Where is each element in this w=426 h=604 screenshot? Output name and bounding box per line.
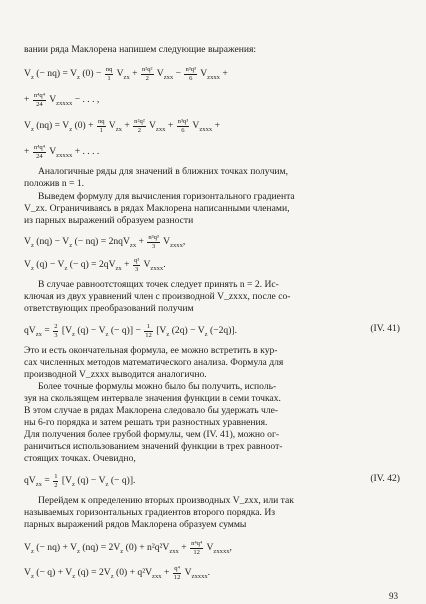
- fraction-denominator: 3: [151, 242, 156, 250]
- fraction: [173, 565, 182, 581]
- subscript: z: [72, 331, 75, 339]
- text-line: В случае равноотстоящих точек следует принять n = 2. Ис-: [38, 279, 279, 290]
- subscript: zx: [123, 74, 130, 82]
- subscript: zxx: [163, 74, 174, 82]
- text-line: Выведем формулу для вычисления горизонтального градиента: [38, 191, 295, 202]
- fraction-numerator: nq: [97, 118, 105, 125]
- fraction-numerator: n⁴q⁴: [191, 540, 203, 547]
- subscript: z: [69, 126, 73, 134]
- subscript: z: [166, 331, 170, 339]
- formula-text: (−2q)].: [207, 325, 237, 337]
- subscript: z: [204, 331, 208, 339]
- text-line: ответствующих преобразований получим: [24, 303, 194, 314]
- subscript: z: [30, 74, 34, 82]
- formula-text: +: [121, 120, 133, 132]
- text-line: ключая из двух уравнений член с производной V_zxxx, после со-: [24, 291, 291, 302]
- formula-text: (nq) − V: [33, 236, 70, 248]
- text-line: Перейдем к определению вторых производных V_zxx, или так: [38, 495, 294, 506]
- formula-line: [24, 565, 404, 583]
- formula-text: V: [182, 567, 192, 579]
- text-line: Более точные формулы можно было бы получить, исполь-: [38, 381, 277, 392]
- formula-text: V: [24, 68, 31, 80]
- subscript: z: [120, 548, 124, 556]
- formula-text: V: [198, 68, 208, 80]
- text-line: Для получения более грубой формулы, чем (IV. 41), можно ог-: [24, 429, 280, 440]
- formula-text: V: [24, 120, 31, 132]
- formula-text: (− nq) = 2nqV: [72, 236, 130, 248]
- fraction-numerator: n³q³: [177, 118, 189, 125]
- fraction-denominator: 1: [107, 74, 111, 82]
- formula-text: V: [24, 259, 31, 271]
- formula-text: V: [141, 259, 151, 271]
- text-line: V_zx. Ограничиваясь в рядах Маклорена написанными членами,: [24, 203, 290, 214]
- formula-text: V: [154, 68, 164, 80]
- fraction-denominator: 3: [54, 331, 58, 339]
- formula-text: V: [24, 567, 31, 579]
- fraction: [33, 144, 46, 160]
- fraction: [133, 118, 146, 134]
- subscript: z: [30, 573, 34, 581]
- formula-text: (− q)] −: [108, 325, 144, 337]
- fraction: [97, 118, 106, 134]
- fraction-denominator: 2: [137, 126, 142, 134]
- formula-text: V: [190, 120, 200, 132]
- subscript: zxx: [155, 126, 166, 134]
- subscript: zx: [129, 242, 137, 250]
- formula-text: V: [106, 120, 116, 132]
- formula-text: +: [24, 146, 32, 158]
- formula-text: − . . . ,: [72, 94, 100, 106]
- formula-text: +: [161, 567, 172, 579]
- formula-text: (q) = 2V: [75, 567, 111, 579]
- formula-line: [24, 473, 356, 491]
- subscript: zxxxx: [56, 152, 73, 160]
- subscript: zx: [35, 331, 42, 339]
- formula-text: qV: [24, 475, 36, 487]
- fraction: [133, 257, 140, 273]
- subscript: zxx: [169, 548, 179, 556]
- formula-text: ,: [182, 236, 186, 248]
- formula-text: (nq) = 2V: [79, 542, 121, 554]
- page-number: 93: [389, 591, 398, 601]
- formula-text: +: [219, 68, 228, 80]
- fraction-denominator: 2: [145, 74, 149, 82]
- fraction: [177, 118, 190, 134]
- subscript: zxxx: [150, 265, 164, 273]
- subscript: z: [72, 573, 76, 581]
- fraction: [144, 323, 153, 339]
- subscript: zxxx: [170, 242, 183, 250]
- fraction-denominator: 12: [173, 573, 181, 581]
- formula-text: (q) − V: [74, 325, 106, 337]
- formula-line: [24, 118, 404, 136]
- fraction-denominator: 24: [36, 100, 43, 108]
- fraction: [105, 66, 114, 82]
- fraction-denominator: 2: [54, 481, 58, 489]
- subscript: zxxxx: [56, 100, 73, 108]
- formula-text: V: [47, 146, 57, 158]
- formula-text: [V: [59, 475, 73, 487]
- subscript: z: [30, 548, 34, 556]
- text-line: Аналогичные ряды для значений в ближних точках получим,: [38, 166, 289, 177]
- fraction: [53, 473, 58, 489]
- formula-text: V: [146, 120, 156, 132]
- formula-text: +: [212, 120, 220, 132]
- subscript: z: [30, 242, 34, 250]
- fraction-denominator: 24: [36, 152, 43, 160]
- fraction-denominator: 1: [99, 126, 103, 134]
- formula-line: [24, 92, 404, 110]
- formula-text: =: [41, 475, 53, 487]
- subscript: zx: [35, 481, 42, 489]
- formula-text: +: [165, 120, 176, 132]
- subscript: zxxx: [207, 74, 220, 82]
- fraction-numerator: q³: [133, 257, 140, 264]
- subscript: z: [30, 265, 34, 273]
- formula-text: (q) − V: [33, 259, 65, 271]
- fraction: [33, 92, 46, 108]
- formula-text: (− q)].: [108, 475, 136, 487]
- formula-text: =: [41, 325, 53, 337]
- formula-text: V: [160, 236, 171, 248]
- subscript: z: [77, 74, 80, 82]
- subscript: zx: [115, 126, 122, 134]
- formula-line: [24, 66, 404, 84]
- formula-text: + . . . .: [72, 146, 100, 158]
- fraction-denominator: 12: [193, 548, 200, 556]
- subscript: z: [105, 331, 109, 339]
- text-line: В этом случае в рядах Маклорена следовало бы удержать чле-: [24, 405, 279, 416]
- fraction: [184, 66, 197, 82]
- fraction: [190, 540, 203, 556]
- fraction: [53, 323, 58, 339]
- subscript: z: [72, 481, 75, 489]
- text-line: производной V_zxxx выводится аналогично.: [24, 369, 207, 380]
- fraction-numerator: nq: [105, 66, 113, 73]
- equation-number: (IV. 42): [370, 473, 400, 484]
- subscript: zx: [115, 265, 122, 273]
- text-line: зуя на скользящем интервале значения функции в семи точках.: [24, 393, 281, 404]
- fraction-denominator: 3: [134, 265, 139, 273]
- formula-text: ,: [229, 542, 232, 554]
- formula-text: V: [114, 68, 124, 80]
- subscript: z: [64, 265, 68, 273]
- subscript: zxx: [152, 573, 162, 581]
- subscript: z: [110, 573, 114, 581]
- fraction-numerator: n³q³: [148, 234, 159, 241]
- fraction-numerator: 2: [54, 323, 58, 330]
- equation-number: (IV. 41): [370, 323, 400, 334]
- formula-line: [24, 323, 356, 341]
- formula-text: V: [24, 542, 31, 554]
- fraction-denominator: 6: [189, 74, 193, 82]
- formula-line: [24, 257, 404, 275]
- formula-text: (0) + q²V: [113, 567, 153, 579]
- fraction-numerator: n²q²: [134, 118, 145, 125]
- formula-text: +: [129, 68, 140, 80]
- formula-text: [V: [153, 325, 167, 337]
- fraction-numerator: n³q³: [185, 66, 196, 73]
- fraction-numerator: n⁴q⁴: [33, 144, 46, 151]
- subscript: zxxxx: [213, 548, 230, 556]
- subscript: z: [69, 242, 73, 250]
- formula-text: V: [47, 94, 57, 106]
- fraction-denominator: 6: [181, 126, 185, 134]
- formula-text: (− nq) + V: [33, 542, 78, 554]
- text-line: Это и есть окончательная формула, ее можно встретить в кур-: [24, 345, 278, 356]
- formula-text: +: [136, 236, 147, 248]
- text-line: из парных выражений образуем разности: [24, 215, 194, 226]
- formula-text: (− nq) = V: [33, 68, 78, 80]
- text-line: парных выражений рядов Маклорена образуем суммы: [24, 519, 247, 530]
- subscript: z: [30, 126, 34, 134]
- subscript: z: [77, 548, 80, 556]
- fraction-numerator: n²q²: [141, 66, 153, 73]
- fraction-denominator: 12: [145, 331, 152, 339]
- formula-text: (q) − V: [74, 475, 106, 487]
- fraction-numerator: 1: [54, 473, 58, 480]
- formula-text: V: [204, 542, 214, 554]
- fraction-numerator: q⁴: [174, 565, 180, 572]
- formula-text: V: [24, 236, 31, 248]
- formula-line: [24, 540, 404, 558]
- formula-text: (0) + n²q²V: [123, 542, 170, 554]
- fraction-numerator: n⁴q⁴: [33, 92, 46, 99]
- subscript: zxxxx: [191, 573, 208, 581]
- formula-text: (0) +: [72, 120, 96, 132]
- formula-text: (− q) + V: [33, 567, 73, 579]
- formula-text: [V: [59, 325, 73, 337]
- formula-text: .: [207, 567, 211, 579]
- text-line: называемых горизонтальных градиентов второго порядка. Из: [24, 507, 276, 518]
- text-line: вании ряда Маклорена напишем следующие выражения:: [24, 44, 257, 55]
- text-line: стоящих точках. Очевидно,: [24, 453, 136, 464]
- subscript: z: [105, 481, 109, 489]
- formula-text: (− q) = 2qV: [67, 259, 116, 271]
- formula-text: +: [178, 542, 190, 554]
- formula-text: +: [24, 94, 32, 106]
- formula-text: −: [173, 68, 184, 80]
- text-line: сах численных методов математического анализа. Формула для: [24, 357, 284, 368]
- formula-text: qV: [24, 325, 36, 337]
- subscript: zxxx: [199, 126, 213, 134]
- formula-line: [24, 234, 404, 252]
- text-line: ны 6-го порядка и затем решать три разностных уравнения.: [24, 417, 268, 428]
- formula-text: (0) −: [79, 68, 104, 80]
- text-line: раничиться использованием значений функции в трех равноот-: [24, 441, 283, 452]
- text-line: положив n = 1.: [24, 178, 85, 189]
- formula-text: (2q) − V: [169, 325, 205, 337]
- fraction-numerator: 1: [144, 323, 153, 332]
- fraction: [147, 234, 160, 250]
- formula-text: (nq) = V: [33, 120, 70, 132]
- fraction: [141, 66, 154, 82]
- formula-line: [24, 144, 404, 162]
- formula-text: +: [121, 259, 132, 271]
- formula-text: .: [163, 259, 166, 271]
